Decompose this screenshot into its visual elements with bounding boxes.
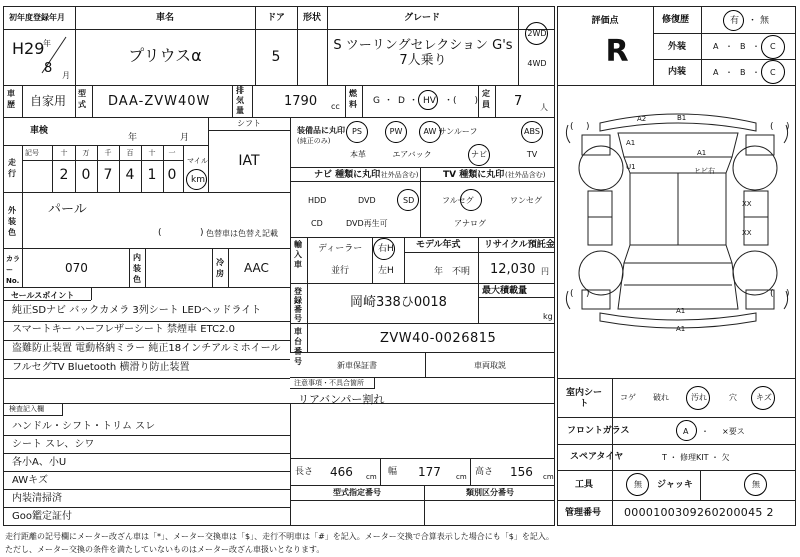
- jack-circle: [744, 473, 767, 496]
- reg-year-unit: 年: [43, 39, 51, 48]
- width-unit: cm: [456, 473, 467, 481]
- notes-label: 注意事項・不具合箇所: [294, 379, 364, 387]
- vehicle-manual: 車両取説: [474, 361, 506, 370]
- mark-xx-a: XX: [742, 200, 752, 208]
- equipment-item-circle: [521, 121, 543, 143]
- exterior-label: 外装色: [8, 206, 16, 237]
- int-grade-a: A: [713, 68, 719, 77]
- drive-4wd: 4WD: [527, 59, 547, 68]
- left-handle: 左H: [378, 266, 394, 276]
- recycle-unit: 円: [541, 267, 549, 276]
- tools-value: 無: [634, 480, 642, 489]
- shape-label: 形状: [302, 13, 322, 23]
- glass-replace: ×要ス: [722, 427, 745, 436]
- navi-sub: (社外品含む): [378, 171, 419, 179]
- odometer-unit-label: 千: [104, 149, 112, 157]
- cc-unit: cc: [331, 102, 340, 111]
- km-unit: km: [191, 175, 205, 185]
- displacement-label: 排気量: [236, 86, 244, 115]
- odometer-unit-label: 万: [82, 149, 90, 157]
- navi-dvd: DVD: [358, 196, 376, 205]
- kg-unit: kg: [543, 312, 553, 321]
- int-grade-c-circle: [761, 60, 785, 84]
- sheet-hole: 穴: [729, 393, 737, 402]
- mgmt-label: 管理番号: [565, 508, 602, 518]
- grade-label: グレード: [403, 13, 441, 23]
- odometer-digit: 0: [167, 167, 177, 183]
- sales-points-label: セールスポイント: [11, 291, 75, 300]
- mark-crack: ヒビ右: [694, 167, 715, 175]
- interior-color-label: 内装色: [133, 253, 141, 284]
- sales-point-line: 盗難防止装置 電動格納ミラー 純正18インチアルミホイール: [12, 343, 281, 354]
- equipment-item: PW: [389, 127, 403, 136]
- equipment-sub: (純正のみ): [297, 137, 331, 145]
- mark-xx-b: XX: [742, 229, 752, 237]
- mileage-label: 走行: [8, 158, 16, 178]
- sheet-burn: コゲ: [620, 393, 636, 402]
- inspection-month: 月: [180, 133, 190, 143]
- tv-oneseg: ワンセグ: [510, 196, 542, 205]
- color-note: 色替車は色替え記載: [206, 229, 278, 238]
- height-label: 高さ: [475, 467, 494, 477]
- sales-point-line: スマートキー ハーフレザーシート 禁煙車 ETC2.0: [12, 324, 235, 335]
- ext-grade-a: A: [713, 42, 719, 51]
- registration-label: 登録番号: [294, 287, 302, 323]
- inspection-year: 年: [128, 133, 138, 143]
- spare-options: T ・ 修理KIT ・ 欠: [662, 453, 730, 462]
- shift-value: IAT: [238, 153, 260, 169]
- odometer-unit-label: 記号: [25, 149, 39, 157]
- sheet-scratch-circle: [751, 386, 775, 410]
- ext-grade-c-circle: [761, 35, 785, 59]
- exterior-color: パール: [48, 202, 87, 217]
- fuel-d: D: [398, 96, 405, 106]
- inspector-note-line: 各小A、小U: [12, 457, 67, 468]
- width-value: 177: [418, 465, 441, 479]
- equipment-label: 装備品に丸印: [297, 126, 345, 135]
- odometer-unit-label: 十: [60, 149, 68, 157]
- mark-a1-a: A1: [626, 139, 636, 147]
- height-unit: cm: [543, 473, 554, 481]
- notes-value: リアバンパー割れ: [298, 393, 385, 406]
- tv-fullseg-circle: [460, 189, 482, 211]
- inspection-label: 車検: [30, 126, 49, 136]
- mark-a1-d: A1: [676, 325, 686, 333]
- footer-line-1: 走行距離の記号欄にメーター改ざん車は「*」、メーター交換車は「$」、走行不明車は「#」を記入。メーター交換で合算表示した場合にも「$」を記入。: [5, 532, 554, 541]
- interior-grade-label: 内装: [668, 67, 687, 77]
- score-label: 評価点: [591, 16, 619, 26]
- inspector-note-line: Goo鑑定証付: [12, 511, 72, 522]
- sheet-stain: 汚れ: [691, 393, 707, 402]
- inspector-note-line: シート スレ、シワ: [12, 439, 95, 450]
- equipment-item: TV: [526, 150, 538, 159]
- right-handle-circle: [373, 238, 395, 260]
- sales-point-line: 純正SDナビ バックカメラ 3列シート LEDヘッドライト: [12, 305, 262, 316]
- odometer-digit: 1: [147, 167, 157, 183]
- ext-grade-c: C: [770, 42, 776, 51]
- inspector-notes-label: 検査記入欄: [9, 405, 44, 413]
- ac-value: AAC: [244, 261, 269, 275]
- mgmt-number: 0000100309260200045 2: [624, 506, 774, 519]
- model-year-label: モデル年式: [416, 240, 461, 250]
- ac-label: 冷房: [216, 258, 224, 278]
- sheet-stain-circle: [686, 386, 710, 410]
- glass-a-circle: [676, 420, 697, 441]
- mark-u1: U1: [626, 163, 636, 171]
- navi-title: ナビ 種類に丸印: [314, 170, 381, 180]
- sales-point-line: フルセグTV Bluetooth 横滑り防止装置: [12, 362, 190, 373]
- tools-circle: [626, 473, 649, 496]
- length-label: 長さ: [295, 467, 314, 477]
- length-unit: cm: [366, 473, 377, 481]
- repair-label: 修復歴: [662, 15, 690, 25]
- fuel-hv: HV: [423, 96, 436, 106]
- jack-label: ジャッキ: [657, 480, 693, 490]
- fuel-g: G: [373, 96, 380, 106]
- equipment-item: AW: [423, 127, 437, 136]
- glass-a: A: [683, 427, 689, 436]
- first-reg-label: 初年度登録年月: [9, 13, 65, 22]
- model-label: 型式: [78, 89, 86, 109]
- odometer-digit: 0: [81, 167, 91, 183]
- drive-2wd-circle: [525, 22, 548, 45]
- doors-value: 5: [271, 49, 281, 65]
- inspector-note-line: ハンドル・シフト・トリム スレ: [12, 421, 156, 432]
- navi-sd-circle: [397, 189, 419, 211]
- color-no-label: カラーNo.: [6, 255, 20, 285]
- equipment-item-circle: [346, 121, 368, 143]
- capacity-value: 7: [514, 94, 523, 109]
- equipment-item-circle: [468, 144, 490, 166]
- equipment-item: PS: [352, 127, 362, 136]
- car-name: プリウスα: [128, 46, 202, 65]
- recycle-value: 12,030: [490, 262, 536, 277]
- drive-2wd: 2WD: [527, 29, 547, 38]
- tv-fullseg: フルセグ: [442, 196, 474, 205]
- new-car-warranty: 新車保証書: [337, 361, 377, 370]
- equipment-item: ABS: [524, 127, 540, 136]
- equipment-item: サンルーフ: [438, 127, 478, 136]
- max-load-label: 最大積載量: [482, 286, 528, 296]
- footer-line-2: ただし、メーター交換の条件を満たしていないものはメーター改ざん車扱いとなります。: [5, 545, 325, 554]
- fuel-label: 燃料: [349, 89, 357, 109]
- repair-yes-circle: [723, 10, 744, 31]
- jack-value: 無: [752, 480, 760, 489]
- registration-number: 岡崎338ひ0018: [350, 295, 447, 310]
- length-value: 466: [330, 465, 353, 479]
- height-value: 156: [510, 465, 533, 479]
- displacement-value: 1790: [284, 94, 318, 109]
- inspector-note-line: 内装清掃済: [12, 493, 62, 504]
- navi-hdd: HDD: [308, 196, 327, 205]
- model-value: DAA-ZVW40W: [108, 94, 211, 109]
- odometer-digit: 7: [103, 167, 113, 183]
- reg-month-unit: 月: [62, 71, 70, 80]
- navi-sd: SD: [403, 196, 415, 205]
- ext-grade-b: B: [740, 42, 746, 51]
- km-circle: [186, 169, 207, 190]
- odometer-unit-label: 一: [168, 149, 176, 157]
- sheet-scratch: キズ: [756, 393, 772, 402]
- reg-month: 8: [44, 61, 53, 76]
- repair-yes: 有: [730, 16, 740, 26]
- tools-label: 工具: [575, 480, 594, 490]
- capacity-unit: 人: [540, 103, 548, 112]
- capacity-label: 定員: [482, 89, 490, 109]
- interior-sheet-label: 室内シート: [566, 388, 603, 409]
- equipment-item: エアバック: [392, 150, 432, 159]
- tv-analog: アナログ: [454, 219, 486, 228]
- chassis-number: ZVW40-0026815: [380, 331, 497, 346]
- equipment-item: 本革: [350, 150, 366, 159]
- inspector-note-line: AWキズ: [12, 475, 48, 486]
- sheet-tear: 破れ: [653, 393, 669, 402]
- mile-label: マイル: [187, 157, 208, 165]
- import-dealer: ディーラー: [318, 244, 363, 254]
- spare-label: スペアタイヤ: [570, 452, 624, 462]
- grade-value: S ツーリングセレクション G's 7人乗り: [333, 38, 513, 68]
- class-no-label: 類別区分番号: [466, 488, 514, 497]
- navi-cd: CD: [311, 219, 323, 228]
- car-damage-diagram: [560, 95, 794, 375]
- right-handle: 右H: [378, 244, 394, 254]
- recycle-label: リサイクル預託金: [484, 240, 555, 250]
- exterior-grade-label: 外装: [668, 42, 687, 52]
- tv-title: TV 種類に丸印: [443, 170, 505, 180]
- type-no-label: 型式指定番号: [333, 488, 381, 497]
- mark-a1-b: A1: [697, 149, 707, 157]
- odometer-unit-label: 百: [126, 149, 134, 157]
- shift-label: シフト: [237, 119, 261, 128]
- odometer-digit: 2: [59, 167, 69, 183]
- import-label: 輸入車: [294, 240, 302, 269]
- score-value: R: [605, 34, 629, 69]
- usage-label: 車歴: [7, 89, 15, 109]
- int-grade-c: C: [770, 68, 776, 77]
- odometer-digit: 4: [125, 167, 135, 183]
- import-parallel: 並行: [331, 266, 350, 276]
- tv-sub: (社外品含む): [505, 171, 546, 179]
- model-year-value: 年 不明: [434, 267, 471, 277]
- car-name-label: 車名: [155, 13, 175, 23]
- equipment-item: ナビ: [471, 150, 487, 159]
- usage-value: 自家用: [30, 94, 67, 108]
- color-no-value: 070: [65, 261, 88, 275]
- repair-no: 無: [760, 16, 770, 26]
- door-label: ドア: [267, 13, 285, 23]
- mark-b1: B1: [677, 114, 687, 122]
- width-label: 幅: [388, 467, 398, 477]
- reg-year: H29: [12, 39, 45, 58]
- int-grade-b: B: [740, 68, 746, 77]
- odometer-unit-label: 十: [148, 149, 156, 157]
- chassis-label: 車台 号: [294, 327, 302, 366]
- fuel-hv-circle: [418, 90, 438, 110]
- mark-a1-c: A1: [676, 307, 686, 315]
- glass-label: フロントガラス: [567, 426, 630, 436]
- navi-dvd-play: DVD再生可: [346, 219, 388, 228]
- mark-a2: A2: [637, 115, 647, 123]
- equipment-item-circle: [385, 121, 407, 143]
